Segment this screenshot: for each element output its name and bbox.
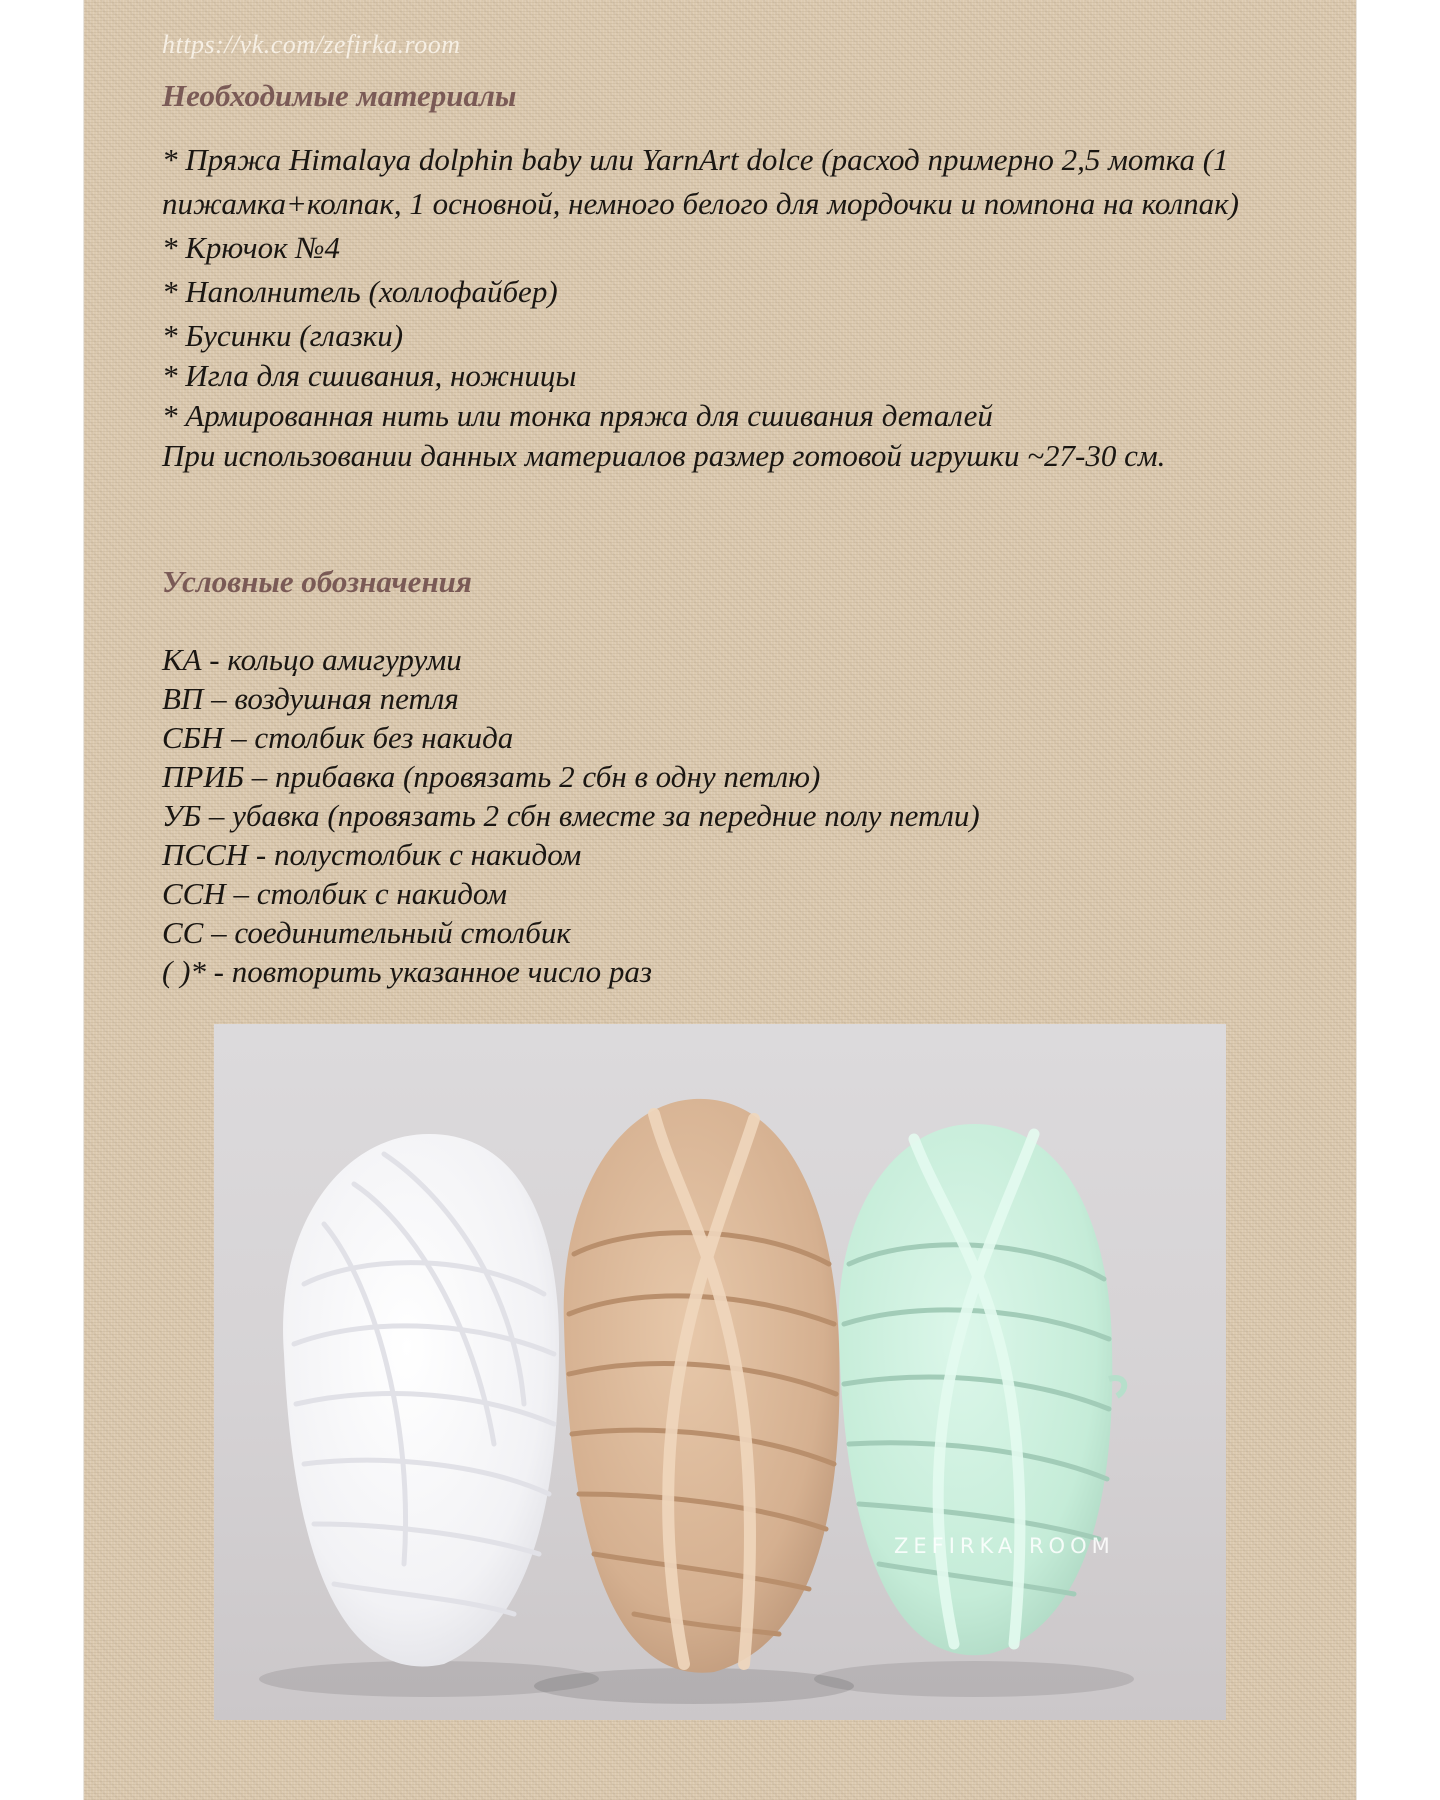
legend-item: ССН – столбик с накидом bbox=[162, 876, 508, 911]
photo-watermark: ZEFIRKA ROOM bbox=[894, 1534, 1115, 1558]
materials-item: * Пряжа Himalaya dolphin baby или YarnArt dolce (расход примерно 2,5 мотка (1 пижамка+колпак, 1 основной, немного белого для мордочки и помпона на колпак) bbox=[162, 142, 1239, 221]
yarn-photo bbox=[214, 1024, 1226, 1720]
materials-list bbox=[162, 138, 1292, 478]
materials-heading: Необходимые материалы bbox=[162, 78, 517, 113]
materials-item: * Игла для сшивания, ножницы bbox=[162, 358, 577, 393]
materials-item: * Крючок №4 bbox=[162, 230, 341, 265]
legend-item: ВП – воздушная петля bbox=[162, 681, 459, 716]
yarn-photo-illustration bbox=[214, 1024, 1226, 1720]
materials-item: * Наполнитель (холлофайбер) bbox=[162, 274, 558, 309]
materials-item: * Армированная нить или тонка пряжа для сшивания деталей bbox=[162, 398, 993, 433]
materials-item: * Бусинки (глазки) bbox=[162, 318, 404, 353]
legend-item: ПССН - полустолбик с накидом bbox=[162, 837, 582, 872]
legend-item: СБН – столбик без накида bbox=[162, 720, 514, 755]
source-url[interactable]: https://vk.com/zefirka.room bbox=[162, 30, 461, 59]
materials-note: При использовании данных материалов размер готовой игрушки ~27-30 см. bbox=[162, 438, 1166, 473]
document-page bbox=[84, 0, 1356, 1800]
legend-list bbox=[162, 640, 1292, 991]
legend-item: УБ – убавка (провязать 2 сбн вместе за передние полу петли) bbox=[162, 798, 980, 833]
legend-heading: Условные обозначения bbox=[162, 564, 472, 599]
legend-item: КА - кольцо амигуруми bbox=[162, 642, 462, 677]
legend-item: ( )* - повторить указанное число раз bbox=[162, 954, 652, 989]
legend-item: СС – соединительный столбик bbox=[162, 915, 571, 950]
legend-item: ПРИБ – прибавка (провязать 2 сбн в одну петлю) bbox=[162, 759, 821, 794]
beige-yarn-skein bbox=[564, 1099, 840, 1673]
